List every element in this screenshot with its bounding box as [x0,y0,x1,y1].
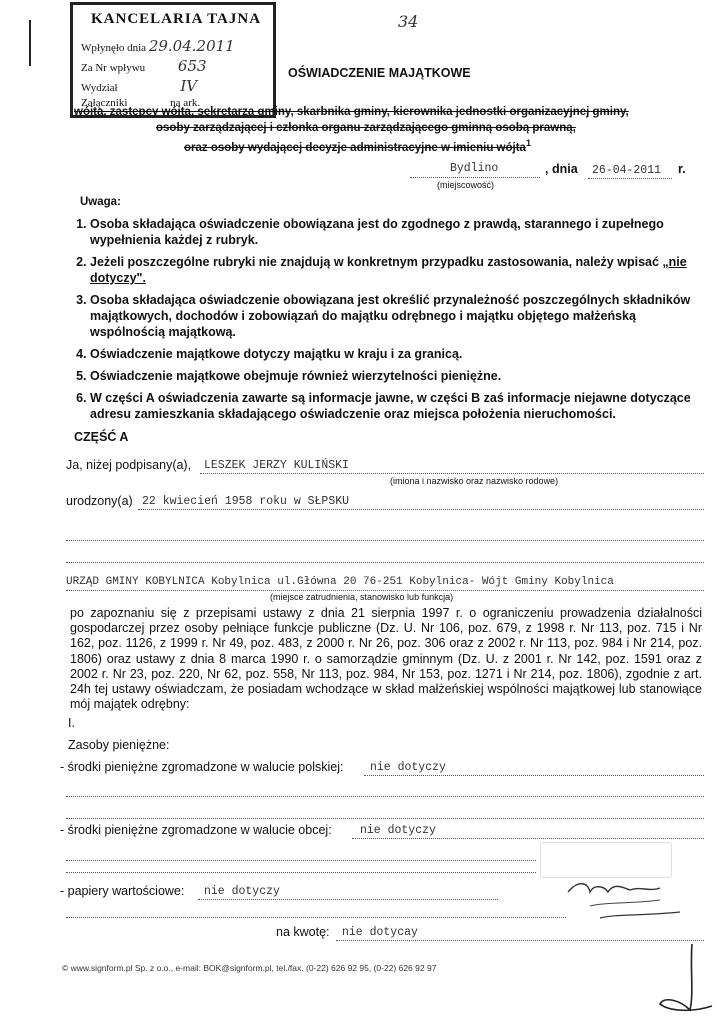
page-number-mark: 34 [398,12,419,31]
date-label: , dnia [545,162,578,176]
part-a-heading: CZĘŚĆ A [74,430,129,444]
note-item-4: 4. Oświadczenie majątkowe dotyczy majątku w kraju i za granicą. [90,346,710,362]
signed-caption: (imiona i nazwisko oraz nazwisko rodowe) [390,476,559,486]
place-value: Bydlino [450,162,499,175]
date-dots [588,178,672,179]
amount-value: nie dotycay [342,926,418,939]
date-suffix: r. [678,162,686,176]
handwritten-signature [560,870,700,926]
footnote-mark: 1 [525,138,531,148]
amount-dots [336,940,704,941]
fx-dots [352,838,704,839]
struck-line-3: oraz osoby wydającej decyzje administracyjne w imieniu wójta [184,141,526,154]
pln-blank-dots-1 [66,796,704,797]
securities-label: - papiery wartościowe: [60,884,185,898]
signed-dots [200,473,704,474]
blank-dots-2 [66,562,704,563]
section-roman: I. [68,716,75,730]
stamp-received-row [81,37,235,55]
amount-label: na kwotę: [276,925,330,939]
stamp-dept-label: Wydział [81,82,118,94]
signed-value: LESZEK JERZY KULIŃSKI [204,459,349,472]
stamp-sheets-label: na ark. [170,97,201,109]
note-item-2 [90,254,710,286]
securities-dots [198,899,498,900]
born-label: urodzony(a) [66,494,133,508]
fx-label: - środki pieniężne zgromadzone w walucie obcej: [60,823,332,837]
legal-paragraph: po zapoznaniu się z przepisami ustawy z dnia 21 sierpnia 1997 r. o ograniczeniu prowadzenia działalności gospodarczej przez osoby pełniące funkcje publiczne (Dz. U. Nr 106, poz. 679, z 1998 r. Nr 113, poz. 715 i Nr 162, poz. 1126, z 1999 r. Nr 49, poz. 483, z 2000 r. Nr 26, poz. 306 oraz z 2002 r. Nr 113, poz. 984 i Nr 214, poz. 1806) oraz ustawy z dnia 8 marca 1990 r. o samorządzie gminnym (Dz. U. z 2001 r. Nr 142, poz. 1591 oraz z 2002 r. Nr 23, poz. 220, Nr 62, poz. 558, Nr 113, poz. 984, Nr 153, poz. 1271 i Nr 214, poz. 1806), zgodnie z art. 24h tej ustawy oświadczam, że posiadam wchodzące w skład małżeńskiej wspólności majątkowej lub stanowiące mój majątek odrębny: [70,606,702,712]
section-heading: Zasoby pieniężne: [68,738,170,752]
document-title: OŚWIADCZENIE MAJĄTKOWE [288,66,471,80]
signed-label: Ja, niżej podpisany(a), [66,458,192,472]
employer-caption: (miejsce zatrudnienia, stanowisko lub funkcja) [270,592,454,602]
pln-dots [364,775,704,776]
registry-stamp [70,2,276,118]
stamp-dept-value: IV [180,77,198,95]
footer-text: © www.signform.pl Sp. z o.o., e-mail: BOK@signform.pl, tel./fax. (0-22) 626 92 95, (0-22) 626 92 97 [62,963,437,973]
stamp-number-value: 653 [177,57,207,75]
blank-dots-1 [66,540,704,541]
note-item-2-text: Jeżeli poszczególne rubryki nie znajdują w konkretnym przypadku zastosowania, należy wpisać [90,255,659,269]
place-dots [410,177,540,178]
fx-value: nie dotyczy [360,824,436,837]
struck-line-3-wrap [184,138,531,154]
born-dots [138,509,704,510]
initials-signature [650,940,720,1020]
note-item-3: 3. Osoba składająca oświadczenie obowiązana jest określić przynależność poszczególnych składników majątkowych, dochodów i zobowiązań do majątku odrębnego i majątku objętego małżeńską wspólnością majątkową. [90,292,710,340]
securities-blank-dots [66,917,566,918]
employer-dots [66,590,704,591]
place-caption: (miejscowość) [437,180,495,190]
stamp-title: KANCELARIA TAJNA [91,11,262,27]
stamp-number-label: Za Nr wpływu [81,62,146,74]
fx-blank-dots-2 [66,872,536,873]
stamp-attach-label: Załączniki [81,97,128,109]
stamp-dept-row [81,77,197,95]
pln-blank-dots-2 [66,818,704,819]
notes-heading: Uwaga: [80,196,121,208]
stamp-received-label: Wpłynęło dnia [81,42,147,54]
pln-label: - środki pieniężne zgromadzone w walucie polskiej: [60,760,344,774]
struck-line-2: osoby zarządzającej i członka organu zarządzającego gminną osobą prawną, [156,122,576,134]
note-item-1: 1. Osoba składająca oświadczenie obowiązana jest do zgodnego z prawdą, starannego i zupełnego wypełnienia każdej z rubryk. [90,216,710,248]
employer-value: URZĄD GMINY KOBYLNICA Kobylnica ul.Główna 20 76-251 Kobylnica- Wójt Gminy Kobylnica [66,576,614,588]
struck-line-1: wójta, zastępcy wójta, sekretarza gminy, skarbnika gminy, kierownika jednostki organizacyjnej gminy, [74,106,629,118]
margin-mark [29,20,31,66]
pln-value: nie dotyczy [370,761,446,774]
note-item-2-quote: „nie dotyczy". [90,255,687,285]
note-item-6: 6. W części A oświadczenia zawarte są informacje jawne, w części B zaś informacje niejawne dotyczące adresu zamieszkania składającego oświadczenie oraz miejsca położenia nieruchomości. [90,390,710,422]
securities-value: nie dotyczy [204,885,280,898]
stamp-number-row [81,57,207,75]
note-item-5: 5. Oświadczenie majątkowe obejmuje również wierzytelności pieniężne. [90,368,710,384]
fx-blank-dots-1 [66,860,536,861]
stamp-received-value: 29.04.2011 [148,37,235,55]
date-value: 26-04-2011 [592,164,662,177]
notes-list [72,216,710,428]
born-value: 22 kwiecień 1958 roku w SŁPSKU [142,495,350,508]
